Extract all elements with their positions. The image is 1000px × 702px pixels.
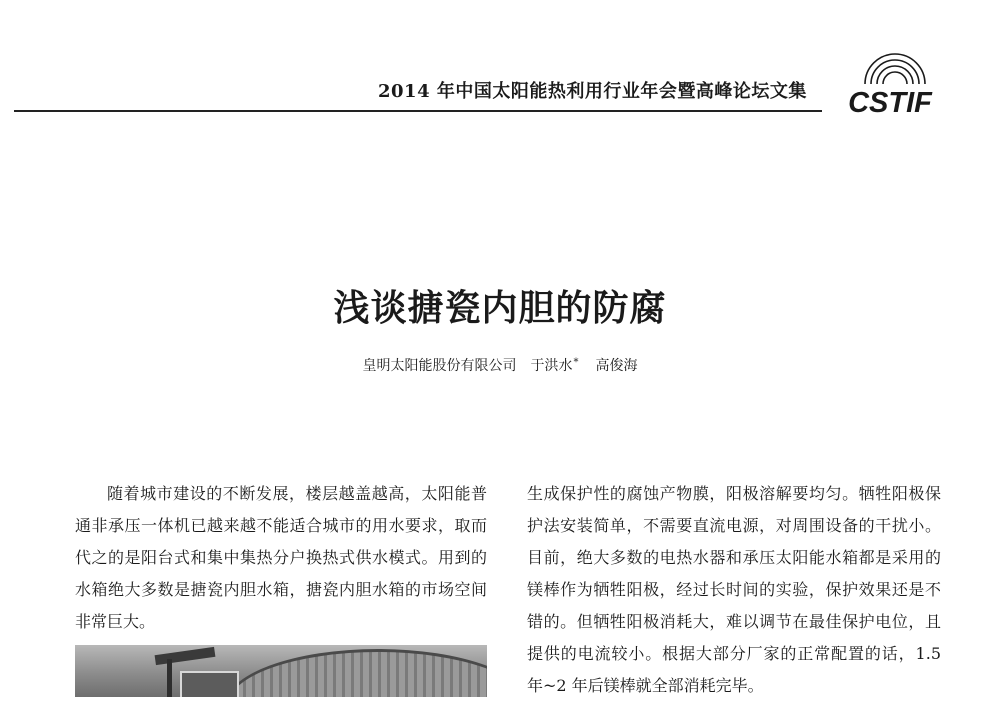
body-paragraph: 生成保护性的腐蚀产物膜，阳极溶解要均匀。牺牲阳极保护法安装简单，不需要直流电源，对周围设备的干扰小。目前，绝大多数的电热水器和承压太阳能水箱都是采用的镁棒作为牺牲阳极，经过长时间的实验，保护效果还是不错的。但牺牲阳极消耗大，难以调节在最佳保护电位，且提供的电流较小。根据大部分厂家的正常配置的话，1.5 年~2 年后镁棒就全部消耗完毕。 (527, 484, 941, 695)
right-column (527, 478, 941, 702)
header-rule (14, 110, 822, 112)
affiliation: 皇明太阳能股份有限公司 (362, 358, 517, 374)
logo-text: CSTIF (848, 87, 932, 119)
cstif-logo-graphic (835, 44, 945, 120)
left-column (75, 478, 487, 638)
body-paragraph: 随着城市建设的不断发展，楼层越盖越高，太阳能普通非承压一体机已越来越不能适合城市的用水要求，取而代之的是阳台式和集中集热分户换热式供水模式。用到的水箱绝大多数是搪瓷内胆水箱，搪瓷内胆水箱的市场空间非常巨大。 (75, 484, 487, 631)
paper-title: 浅谈搪瓷内胆的防腐 (333, 287, 667, 329)
building-photo (75, 645, 487, 697)
author-name: 高俊海 (595, 358, 638, 374)
signboard (180, 671, 239, 697)
lamp-pole (167, 659, 172, 697)
corresponding-author-mark: * (573, 357, 579, 368)
building-arch (225, 649, 487, 697)
author-name: 于洪水 (530, 358, 573, 374)
proceedings-header: 2014 年中国太阳能热利用行业年会暨高峰论坛文集 (378, 81, 807, 102)
street-lamp (155, 647, 216, 665)
cstif-logo (835, 44, 945, 120)
author-line (0, 355, 1000, 375)
